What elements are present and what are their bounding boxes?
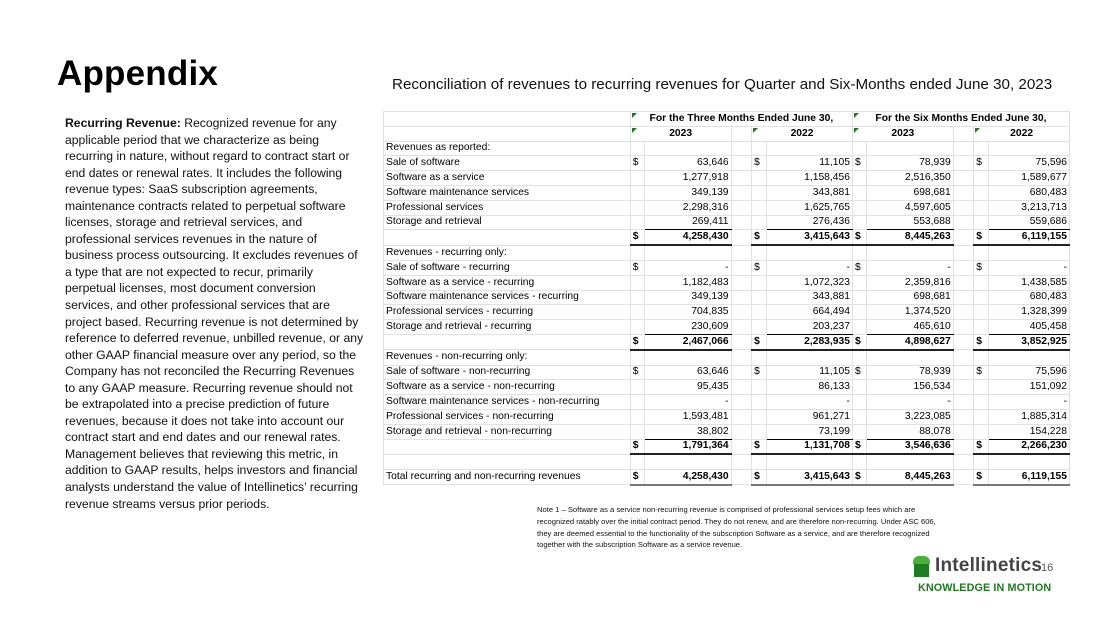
currency-symbol: $ [974,230,988,245]
year-header-row [384,126,1070,141]
value-q3m-2023: 2,467,066 [645,334,731,349]
page-number: 16 [1041,562,1054,574]
currency-symbol [974,305,988,320]
value-q3m-2022: 1,131,708 [766,439,852,454]
section-total-row [384,439,1070,454]
section-heading-row [384,141,1070,156]
value-6m-2023: 2,516,350 [867,171,953,186]
currency-symbol [974,275,988,290]
brand-name: Intellinetics [935,555,1043,576]
row-label: Software as a service [384,171,631,186]
currency-symbol [974,200,988,215]
value-q3m-2022: 1,158,456 [766,171,852,186]
currency-symbol [852,171,866,186]
currency-symbol [630,424,644,439]
value-6m-2022: 680,483 [988,185,1069,200]
value-6m-2023: 4,597,605 [867,200,953,215]
value-6m-2022: 75,596 [988,365,1069,380]
value-6m-2022: 3,852,925 [988,334,1069,349]
currency-symbol: $ [974,156,988,171]
value-6m-2023: 3,223,085 [867,409,953,424]
table-row [384,365,1070,380]
value-q3m-2022: 73,199 [766,424,852,439]
value-6m-2023: 3,546,636 [867,439,953,454]
currency-symbol: $ [752,365,766,380]
value-q3m-2022: 86,133 [766,380,852,395]
table-row [384,305,1070,320]
reconciliation-table [383,111,1070,486]
row-label: Software maintenance services - non-recurring [384,395,631,410]
value-6m-2022: - [988,260,1069,275]
value-6m-2022: 1,885,314 [988,409,1069,424]
value-q3m-2023: 63,646 [645,156,731,171]
section-total-row [384,334,1070,349]
section-heading: Revenues - non-recurring only: [384,350,631,365]
table-row [384,185,1070,200]
table-row [384,156,1070,171]
value-6m-2022: 405,458 [988,320,1069,335]
table-row [384,290,1070,305]
value-q3m-2022: 3,415,643 [766,230,852,245]
section-heading-row [384,350,1070,365]
row-label: Software as a service - recurring [384,275,631,290]
value-6m-2022: 6,119,155 [988,230,1069,245]
currency-symbol [974,380,988,395]
table-row [384,171,1070,186]
currency-symbol [852,215,866,230]
row-label: Professional services - recurring [384,305,631,320]
definition-body: Recognized revenue for any applicable period that we characterize as being recurring in nature, without regard to contract start or end dates or renewal rates. It includes the following revenue types: SaaS subscription agreements, maintenance contracts related to perpetual software licenses, storage and retrieval services, and professional services revenues in the nature of business process outsourcing. It excludes revenues of a type that are not expected to recur, primarily perpetual licenses, most document conversion services, and other professional services that are project based. Recurring revenue is not determined by reference to deferred revenue, unbilled revenue, or any other GAAP financial measure over any period, so the Company has not reconciled the Recurring Revenues to any GAAP measure. Recurring revenue should not be extrapolated into a precise prediction of future revenues, because it does not take into account our contract start and end dates and our renewal rates. Management believes that reviewing this metric, in addition to GAAP results, helps investors and financial analysts understand the value of Intellinetics’ recurring revenue streams versus prior periods. [65,116,364,511]
value-6m-2023: 465,610 [867,320,953,335]
currency-symbol: $ [630,334,644,349]
currency-symbol [752,395,766,410]
currency-symbol: $ [974,365,988,380]
definition-lead: Recurring Revenue: [65,116,181,130]
value-6m-2023: 78,939 [867,156,953,171]
value-6m-2023: 8,445,263 [867,470,953,485]
currency-symbol [630,185,644,200]
value-6m-2023: 156,534 [867,380,953,395]
currency-symbol: $ [752,439,766,454]
value-6m-2023: 698,681 [867,290,953,305]
currency-symbol [630,395,644,410]
currency-symbol [974,409,988,424]
currency-symbol: $ [630,156,644,171]
currency-symbol [752,320,766,335]
year-header: 2022 [752,126,853,141]
currency-symbol [752,171,766,186]
cell-flag-icon [854,128,859,133]
brand-tagline: KNOWLEDGE IN MOTION [918,582,1052,594]
currency-symbol: $ [752,156,766,171]
table-row [384,215,1070,230]
page-title: Appendix [57,54,219,93]
year-header: 2023 [630,126,731,141]
value-q3m-2023: 349,139 [645,290,731,305]
currency-symbol: $ [630,365,644,380]
currency-symbol: $ [852,439,866,454]
row-label: Sale of software - recurring [384,260,631,275]
period-header-row [384,112,1070,127]
value-6m-2022: 559,686 [988,215,1069,230]
table-row [384,200,1070,215]
value-6m-2023: 553,688 [867,215,953,230]
value-q3m-2023: 1,593,481 [645,409,731,424]
table-row [384,260,1070,275]
cell-flag-icon [854,113,859,118]
currency-symbol [752,275,766,290]
value-q3m-2022: 1,625,765 [766,200,852,215]
value-6m-2023: 78,939 [867,365,953,380]
value-q3m-2023: 4,258,430 [645,230,731,245]
currency-symbol: $ [630,439,644,454]
currency-symbol: $ [974,334,988,349]
value-6m-2022: 1,589,677 [988,171,1069,186]
currency-symbol [852,185,866,200]
currency-symbol [630,171,644,186]
section-total-row [384,230,1070,245]
currency-symbol [752,185,766,200]
currency-symbol [974,215,988,230]
value-q3m-2023: 269,411 [645,215,731,230]
currency-symbol [630,409,644,424]
currency-symbol [630,200,644,215]
currency-symbol [852,305,866,320]
currency-symbol [852,200,866,215]
currency-symbol: $ [852,334,866,349]
value-6m-2023: 4,898,627 [867,334,953,349]
value-6m-2022: 75,596 [988,156,1069,171]
year-header: 2022 [974,126,1070,141]
spacer-row [384,454,1070,469]
row-label: Storage and retrieval - non-recurring [384,424,631,439]
value-q3m-2023: 38,802 [645,424,731,439]
value-6m-2022: 1,328,399 [988,305,1069,320]
row-label: Storage and retrieval [384,215,631,230]
value-q3m-2022: 11,105 [766,156,852,171]
value-q3m-2022: 203,237 [766,320,852,335]
value-6m-2023: 8,445,263 [867,230,953,245]
currency-symbol [752,305,766,320]
cell-flag-icon [632,128,637,133]
footnote: Note 1 – Software as a service non-recurring revenue is comprised of professional services setup fees which are recognized ratably over the initial contract period. They do not renew, and are therefore non-recurring. Under ASC 606, they are deemed essential to the functionality of the subscription Software as a service, and are therefore recognized together with the subscription Software as a service revenue. [537,505,936,550]
grand-total-label: Total recurring and non-recurring revenues [384,470,631,485]
value-6m-2022: 6,119,155 [988,470,1069,485]
value-6m-2023: 2,359,816 [867,275,953,290]
currency-symbol [852,409,866,424]
currency-symbol [752,424,766,439]
table-row [384,320,1070,335]
value-q3m-2023: 1,277,918 [645,171,731,186]
row-label: Software maintenance services [384,185,631,200]
currency-symbol: $ [630,230,644,245]
table-row [384,395,1070,410]
currency-symbol [752,290,766,305]
section-heading-row [384,245,1070,260]
currency-symbol [752,409,766,424]
value-q3m-2023: 1,182,483 [645,275,731,290]
value-6m-2022: 154,228 [988,424,1069,439]
row-label: Professional services - non-recurring [384,409,631,424]
currency-symbol [630,215,644,230]
currency-symbol: $ [974,260,988,275]
value-6m-2022: 680,483 [988,290,1069,305]
value-q3m-2022: 11,105 [766,365,852,380]
cell-flag-icon [753,128,758,133]
currency-symbol [630,320,644,335]
currency-symbol [630,275,644,290]
currency-symbol [630,290,644,305]
currency-symbol [974,185,988,200]
currency-symbol: $ [752,470,766,485]
value-6m-2023: 1,374,520 [867,305,953,320]
value-q3m-2022: 343,881 [766,185,852,200]
value-q3m-2023: - [645,395,731,410]
currency-symbol: $ [752,260,766,275]
value-q3m-2022: 961,271 [766,409,852,424]
value-q3m-2023: 349,139 [645,185,731,200]
value-6m-2022: 151,092 [988,380,1069,395]
value-6m-2023: 698,681 [867,185,953,200]
value-q3m-2023: 4,258,430 [645,470,731,485]
value-q3m-2022: 3,415,643 [766,470,852,485]
table-row [384,275,1070,290]
value-q3m-2022: 276,436 [766,215,852,230]
value-6m-2022: 3,213,713 [988,200,1069,215]
period-header-three-months: For the Three Months Ended June 30, [630,112,852,127]
value-q3m-2023: 2,298,316 [645,200,731,215]
currency-symbol: $ [630,260,644,275]
currency-symbol: $ [752,334,766,349]
currency-symbol [630,380,644,395]
currency-symbol [852,395,866,410]
value-6m-2022: 1,438,585 [988,275,1069,290]
value-q3m-2022: - [766,395,852,410]
company-logo [913,555,1042,577]
row-label: Sale of software - non-recurring [384,365,631,380]
row-label: Sale of software [384,156,631,171]
section-heading: Revenues - recurring only: [384,245,631,260]
row-label: Software maintenance services - recurring [384,290,631,305]
value-6m-2022: 2,266,230 [988,439,1069,454]
currency-symbol [852,380,866,395]
currency-symbol [974,290,988,305]
currency-symbol [752,215,766,230]
row-label: Software as a service - non-recurring [384,380,631,395]
currency-symbol: $ [852,470,866,485]
currency-symbol [974,320,988,335]
reconciliation-table-container [383,111,1070,486]
year-header: 2023 [852,126,953,141]
value-q3m-2023: 230,609 [645,320,731,335]
row-label: Storage and retrieval - recurring [384,320,631,335]
cell-flag-icon [975,128,980,133]
row-label: Professional services [384,200,631,215]
value-q3m-2023: - [645,260,731,275]
currency-symbol [974,395,988,410]
period-header-six-months: For the Six Months Ended June 30, [852,112,1069,127]
currency-symbol: $ [630,470,644,485]
cell-flag-icon [632,113,637,118]
value-q3m-2023: 95,435 [645,380,731,395]
currency-symbol [852,424,866,439]
table-row [384,380,1070,395]
value-q3m-2022: 664,494 [766,305,852,320]
recurring-revenue-definition [65,115,365,512]
value-6m-2023: - [867,260,953,275]
currency-symbol: $ [852,156,866,171]
currency-symbol [752,380,766,395]
table-row [384,409,1070,424]
currency-symbol: $ [852,365,866,380]
currency-symbol [852,290,866,305]
value-6m-2023: 88,078 [867,424,953,439]
value-6m-2022: - [988,395,1069,410]
currency-symbol [974,171,988,186]
table-row [384,424,1070,439]
value-q3m-2023: 1,791,364 [645,439,731,454]
value-q3m-2022: 1,072,323 [766,275,852,290]
table-title: Reconciliation of revenues to recurring revenues for Quarter and Six-Months ended June 30, 2023 [392,76,1053,93]
value-q3m-2022: - [766,260,852,275]
value-6m-2023: - [867,395,953,410]
currency-symbol: $ [752,230,766,245]
value-q3m-2022: 343,881 [766,290,852,305]
currency-symbol [630,305,644,320]
value-q3m-2022: 2,283,935 [766,334,852,349]
currency-symbol [752,200,766,215]
currency-symbol [852,320,866,335]
logo-icon [913,556,930,577]
currency-symbol [852,275,866,290]
currency-symbol: $ [852,230,866,245]
currency-symbol: $ [974,439,988,454]
grand-total-row [384,470,1070,485]
currency-symbol: $ [974,470,988,485]
section-heading: Revenues as reported: [384,141,631,156]
value-q3m-2023: 63,646 [645,365,731,380]
currency-symbol [974,424,988,439]
value-q3m-2023: 704,835 [645,305,731,320]
currency-symbol: $ [852,260,866,275]
